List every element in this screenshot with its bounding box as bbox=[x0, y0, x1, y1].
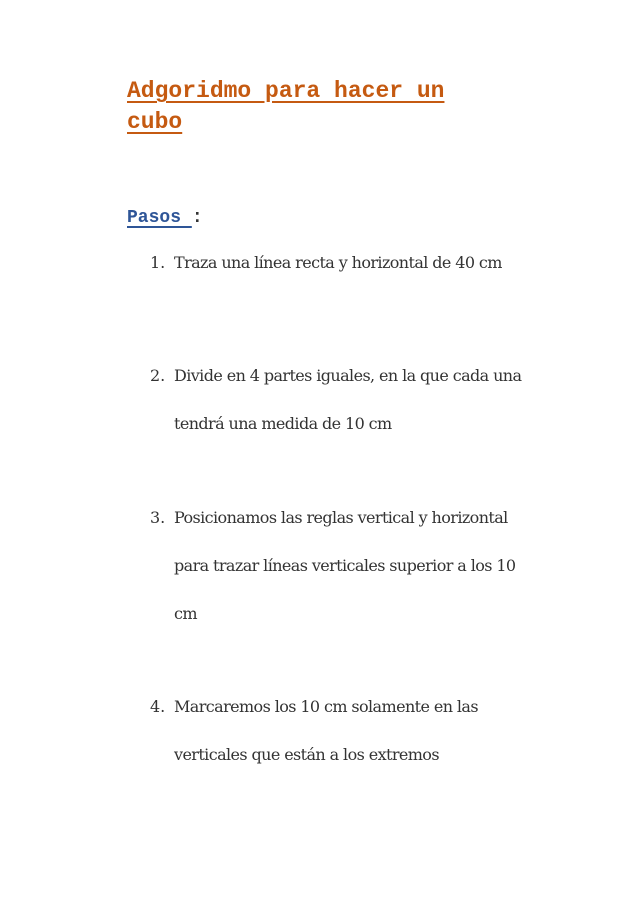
title-line-2: cubo bbox=[127, 109, 183, 135]
step-text-line: tendrá una medida de 10 cm bbox=[174, 414, 392, 433]
step-text-line: Divide en 4 partes iguales, en la que cada una bbox=[174, 366, 522, 385]
step-number: 2. bbox=[150, 366, 166, 385]
step-text-line: cm bbox=[174, 604, 197, 623]
step-text-line: Traza una línea recta y horizontal de 40 cm bbox=[174, 253, 502, 272]
step-text-line: Posicionamos las reglas vertical y horizontal bbox=[174, 508, 508, 527]
step-text-line: verticales que están a los extremos bbox=[174, 745, 439, 764]
step-number: 1. bbox=[150, 253, 166, 272]
document-title bbox=[127, 76, 527, 138]
step-number: 4. bbox=[150, 697, 166, 716]
step-text-line: para trazar líneas verticales superior a los 10 bbox=[174, 556, 516, 575]
steps-heading bbox=[127, 205, 203, 231]
steps-heading-colon: : bbox=[191, 208, 203, 228]
step-number: 3. bbox=[150, 508, 166, 527]
steps-heading-label: Pasos bbox=[127, 208, 192, 228]
title-line-1: Adgoridmo para hacer un bbox=[127, 78, 445, 104]
step-text-line: Marcaremos los 10 cm solamente en las bbox=[174, 697, 478, 716]
